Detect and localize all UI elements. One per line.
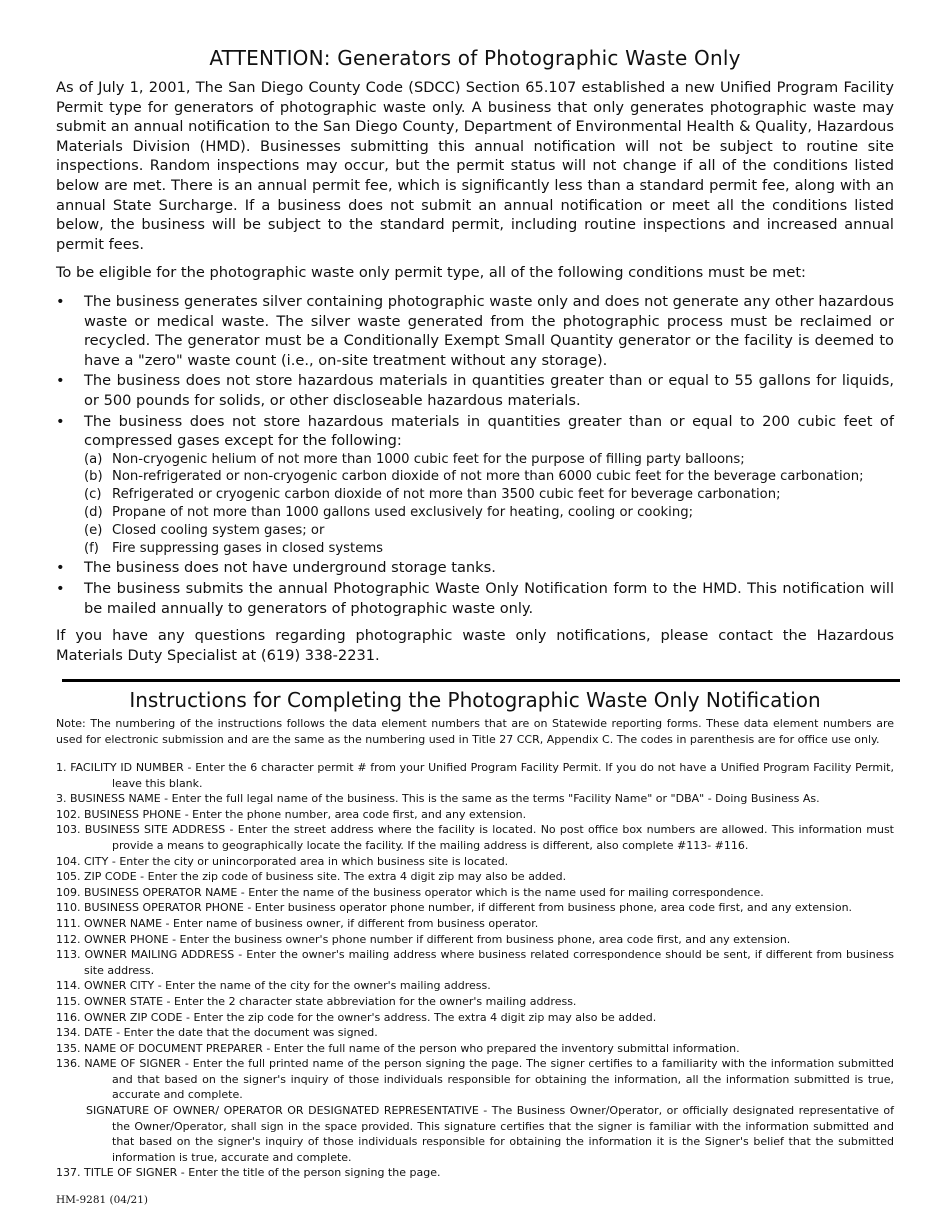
- instruction-item: 103. BUSINESS SITE ADDRESS - Enter the street address where the facility is located. No post office box numbers are allowed. This information must provide a means to geographically locate the facility. If the mailing address is different, also complete #113- #116.: [56, 823, 894, 852]
- exception-item: [84, 504, 894, 522]
- bullet-icon: •: [56, 580, 65, 598]
- instruction-item: 116. OWNER ZIP CODE - Enter the zip code for the owner's address. The extra 4 digit zip may also be added.: [56, 1010, 657, 1024]
- instructions-section: [56, 688, 894, 1181]
- eligibility-lead: To be eligible for the photographic waste only permit type, all of the following conditions must be met:: [56, 264, 806, 282]
- instruction-item: 134. DATE - Enter the date that the document was signed.: [56, 1026, 378, 1040]
- condition-text: The business submits the annual Photographic Waste Only Notification form to the HMD. This notification will be mailed annually to generators of photographic waste only.: [84, 580, 894, 617]
- exception-label: (e): [84, 522, 103, 538]
- instruction-item: 136. NAME OF SIGNER - Enter the full printed name of the person signing the page. The signer certifies to a familiarity with the information submitted and that based on the signer's inquiry of those individuals responsible for obtaining the information, all the information submitted is true, accurate and complete.: [56, 1057, 894, 1102]
- instruction-item: 1. FACILITY ID NUMBER - Enter the 6 character permit # from your Unified Program Facility Permit. If you do not have a Unified Program Facility Permit, leave this blank.: [56, 761, 894, 790]
- instruction-item: 105. ZIP CODE - Enter the zip code of business site. The extra 4 digit zip may also be added.: [56, 870, 567, 884]
- section-divider: [62, 679, 900, 682]
- exception-text: Non-cryogenic helium of not more than 1000 cubic feet for the purpose of filling party balloons;: [112, 451, 745, 467]
- condition-text: The business does not store hazardous materials in quantities greater than or equal to 200 cubic feet of compressed gases except for the following:: [84, 412, 894, 450]
- instruction-item: 104. CITY - Enter the city or unincorporated area in which business site is located.: [56, 854, 509, 868]
- exception-text: Closed cooling system gases; or: [112, 522, 325, 538]
- instructions-title: Instructions for Completing the Photographic Waste Only Notification: [129, 688, 821, 712]
- instruction-item: 113. OWNER MAILING ADDRESS - Enter the owner's mailing address where business related correspondence should be sent, if different from business site address.: [56, 948, 894, 977]
- condition-text: The business does not have underground storage tanks.: [84, 559, 496, 577]
- exception-label: (c): [84, 487, 102, 503]
- instruction-item: 111. OWNER NAME - Enter name of business owner, if different from business operator.: [56, 916, 539, 930]
- gas-exceptions-list: [84, 451, 894, 558]
- instruction-item: 135. NAME OF DOCUMENT PREPARER - Enter the full name of the person who prepared the inventory submittal information.: [56, 1041, 740, 1055]
- intro-paragraph: As of July 1, 2001, The San Diego County Code (SDCC) Section 65.107 established a new Unified Program Facility Permit type for generators of photographic waste only. A business that only generates photographic waste may submit an annual notification to the San Diego County, Department of Environmental Health & Quality, Hazardous Materials Division (HMD). Businesses submitting this annual notification will not be subject to routine site inspections. Random inspections may occur, but the permit status will not change if all of the conditions listed below are met. There is an annual permit fee, which is significantly less than a standard permit fee, along with an annual State Surcharge. If a business does not submit an annual notification or meet all the conditions listed below, the business will be subject to the standard permit, including routine inspections and increased annual permit fees.: [56, 79, 894, 253]
- instruction-item: 3. BUSINESS NAME - Enter the full legal name of the business. This is the same as the terms "Facility Name" or "DBA" - Doing Business As.: [56, 792, 820, 806]
- exception-label: (d): [84, 505, 103, 521]
- exception-text: Propane of not more than 1000 gallons used exclusively for heating, cooling or cooking;: [112, 505, 694, 521]
- instruction-item: 110. BUSINESS OPERATOR PHONE - Enter business operator phone number, if different from business phone, area code first, and any extension.: [56, 901, 853, 915]
- exception-item: [84, 540, 894, 558]
- instruction-item: 137. TITLE OF SIGNER - Enter the title of the person signing the page.: [56, 1166, 441, 1180]
- contact-paragraph: If you have any questions regarding photographic waste only notifications, please contact the Hazardous Materials Duty Specialist at (619) 338-2231.: [56, 627, 894, 664]
- exception-item: [84, 522, 894, 540]
- exception-label: (a): [84, 451, 103, 467]
- instruction-item: 109. BUSINESS OPERATOR NAME - Enter the name of the business operator which is the name used for mailing correspondence.: [56, 885, 764, 899]
- condition-item: [56, 558, 894, 578]
- instruction-item: 102. BUSINESS PHONE - Enter the phone number, area code first, and any extension.: [56, 807, 527, 821]
- condition-text: The business generates silver containing photographic waste only and does not generate any other hazardous waste or medical waste. The silver waste generated from the photographic process must be reclaimed or recycled. The generator must be a Conditionally Exempt Small Quantity generator or the facility is deemed to have a "zero" waste count (i.e., on-site treatment without any storage).: [84, 292, 894, 369]
- instruction-item: 112. OWNER PHONE - Enter the business owner's phone number if different from business phone, area code first, and any extension.: [56, 932, 791, 946]
- condition-text: The business does not store hazardous materials in quantities greater than or equal to 55 gallons for liquids, or 500 pounds for solids, or other discloseable hazardous materials.: [84, 372, 894, 409]
- exception-item: [84, 468, 894, 486]
- bullet-icon: •: [56, 292, 65, 310]
- instruction-item: 115. OWNER STATE - Enter the 2 character state abbreviation for the owner's mailing address.: [56, 994, 577, 1008]
- exception-text: Refrigerated or cryogenic carbon dioxide of not more than 3500 cubic feet for beverage carbonation;: [112, 487, 781, 503]
- exception-text: Non-refrigerated or non-cryogenic carbon dioxide of not more than 6000 cubic feet for the beverage carbonation;: [112, 469, 864, 485]
- condition-item: [56, 412, 894, 558]
- exception-item: [84, 451, 894, 469]
- page-title: ATTENTION: Generators of Photographic Waste Only: [209, 46, 741, 70]
- instruction-item: SIGNATURE OF OWNER/ OPERATOR OR DESIGNATED REPRESENTATIVE - The Business Owner/Operator, or officially designated representative of the Owner/Operator, shall sign in the space provided. This signature certifies that the signer is familiar with the information submitted and that based on the signer's inquiry of those individuals responsible for obtaining the information it is the Signer's belief that the submitted information is true, accurate and complete.: [86, 1104, 894, 1164]
- notice-section: [56, 46, 894, 674]
- exception-label: (f): [84, 540, 99, 556]
- bullet-icon: •: [56, 372, 65, 390]
- instructions-note: Note: The numbering of the instructions follows the data element numbers that are on Statewide reporting forms. These data element numbers are used for electronic submission and are the same as the numbering used in Title 27 CCR, Appendix C. The codes in parenthesis are for office use only.: [56, 717, 894, 746]
- condition-item: [56, 579, 894, 618]
- conditions-list: [56, 292, 894, 618]
- condition-item: [56, 292, 894, 370]
- exception-label: (b): [84, 469, 103, 485]
- condition-item: [56, 371, 894, 410]
- form-number: HM-9281 (04/21): [56, 1194, 148, 1206]
- instruction-item: 114. OWNER CITY - Enter the name of the city for the owner's mailing address.: [56, 979, 491, 993]
- bullet-icon: •: [56, 559, 65, 577]
- exception-text: Fire suppressing gases in closed systems: [112, 540, 384, 556]
- exception-item: [84, 486, 894, 504]
- bullet-icon: •: [56, 412, 65, 430]
